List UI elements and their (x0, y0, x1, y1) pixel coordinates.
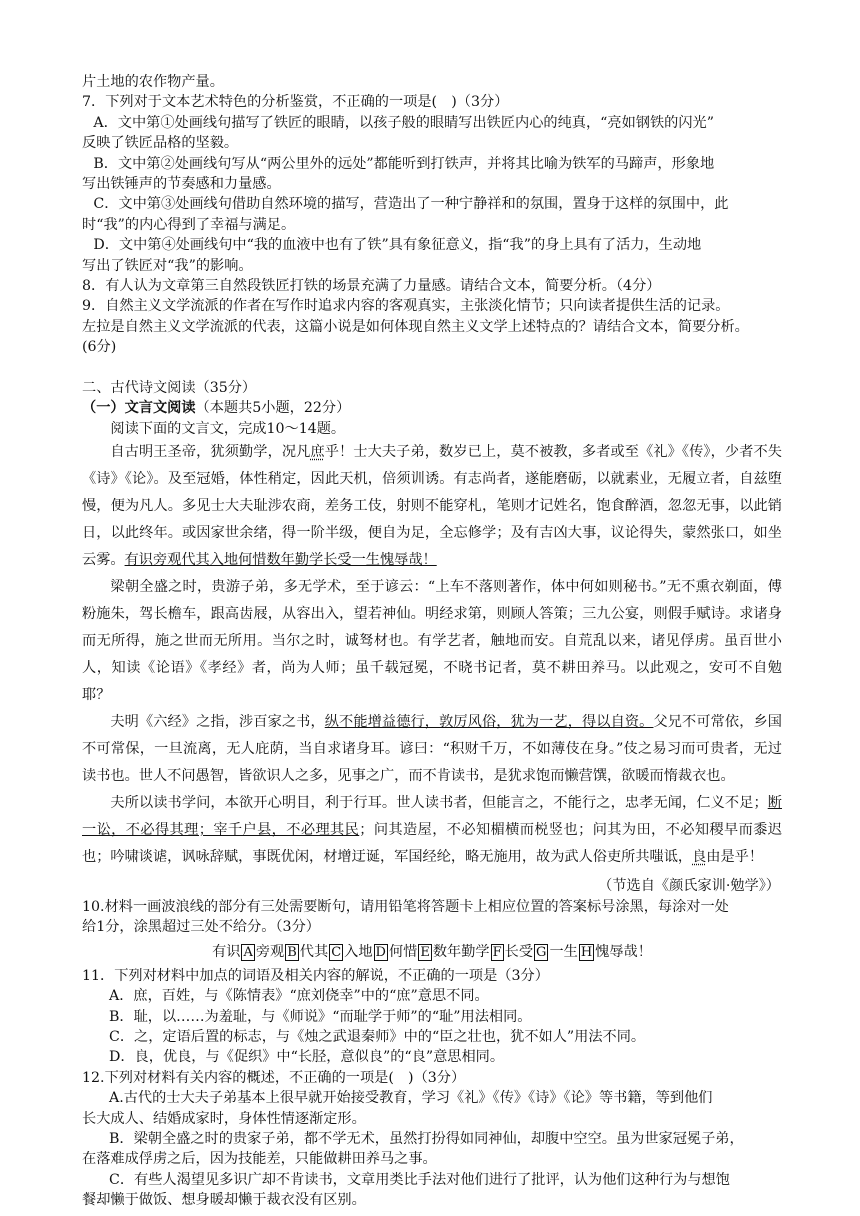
section-heading: 二、古代诗文阅读（35分） (82, 379, 257, 396)
text-run: 父兄不可常依，乡国不可常保，一旦流离，无人庇荫，当自求诸身耳。谚曰：“积财千万，不如薄伎在身。”伎之易习而可贵者，无过读书也。世人不问愚智，皆欲识人之多，见事之广，而不肯读书，是犹求饱而懒营馔，欲暖而惰裁衣也。 (82, 713, 782, 784)
text-run: 夫明《六经》之指，涉百家之书， (110, 713, 325, 730)
question-7 (82, 92, 782, 276)
underlined-text: 纵不能增益德行，敦厉风俗，犹为一艺，得以自资。 (324, 713, 654, 730)
question-stem: 11．下列对材料中加点的词语及相关内容的解说，不正确的一项是（3分） (82, 967, 549, 984)
answer-mark-c: C (331, 944, 342, 960)
wavy-underlined-text: 有识旁观代其入地何惜数年勤学长受一生愧辱哉！ (124, 551, 437, 568)
option-b: B．耻，以……为羞耻，与《师说》“而耻学于师”的“耻”用法相同。 (108, 1008, 532, 1025)
answer-mark-h: H (580, 944, 593, 960)
text-run: 自古明王圣帝，犹须勤学，况凡 (110, 443, 311, 460)
option-a-cont: 长大成人、结婚成家时，身体性情逐渐定形。 (82, 1110, 366, 1127)
dotted-word: 良 (692, 848, 707, 865)
spacer (82, 358, 782, 378)
text-run: 由是乎！ (706, 848, 764, 865)
question-8: 8．有人认为文章第三自然段铁匠打铁的场景充满了力量感。请结合文本，简要分析。（4分） (82, 278, 661, 295)
question-stem-cont: 左拉是自然主义文学流派的代表，这篇小说是如何体现自然主义文学上述特点的？请结合文本，简要分析。 (82, 318, 749, 335)
question-stem: 10.材料一画波浪线的部分有三处需要断句，请用铅笔将答题卡上相应位置的答案标号涂黑，每涂对一处 (82, 898, 729, 915)
option-c: C．文中第③处画线句借助自然环境的描写，营造出了一种宁静祥和的氛围，置身于这样的氛围中，此 (93, 196, 729, 213)
reading-instruction: 阅读下面的文言文，完成10～14题。 (110, 420, 346, 437)
dotted-word: 庶 (310, 443, 325, 460)
option-c-cont: 时“我”的内心得到了幸福与满足。 (82, 216, 296, 233)
question-stem: 9．自然主义文学流派的作者在写作时追求内容的客观真实，主张淡化情节；只向读者提供生活的记录。 (82, 298, 730, 315)
passage-paragraph-4 (82, 790, 782, 871)
option-c: C．有些人渴望见多识广却不肯读书，文章用类比手法对他们进行了批评，认为他们这种行为与想饱 (108, 1171, 730, 1188)
subsection-heading (82, 398, 782, 418)
segment: 入地 (344, 943, 373, 960)
option-b-cont: 写出铁锤声的节奏感和力量感。 (82, 176, 281, 193)
passage-paragraph-3 (82, 709, 782, 790)
segment: 有识 (212, 943, 241, 960)
option-d: D．文中第④处画线句中“我的血液中也有了铁”具有象征意义，指“我”的身上具有了活力，生动地 (93, 237, 702, 254)
segment: 一生 (549, 943, 578, 960)
option-c-cont: 餐却懒于做饭、想身暖却懒于裁衣没有区别。 (82, 1192, 366, 1209)
question-12 (82, 1068, 782, 1211)
subsection-title: （一）文言文阅读 (82, 400, 196, 417)
answer-mark-e: E (420, 944, 430, 960)
option-a: A.古代的士大夫子弟基本上很早就开始接受教育，学习《礼》《传》《诗》《论》等书籍，等到他们 (108, 1090, 713, 1107)
passage-paragraph-2: 梁朝全盛之时，贵游子弟，多无学术，至于谚云：“上车不落则著作，体中何如则秘书。”无不熏衣剃面，傅粉施朱，驾长檐车，跟高齿屐，从容出入，望若神仙。明经求第，则顾人答策；三九公宴，则假手赋诗。求诸身而无所得，施之世而无所用。当尔之时，诚驽材也。有学艺者，触地而安。自荒乱以来，诸见俘虏。虽百世小人，知读《论语》《孝经》者，尚为人师；虽千载冠冕，不晓书记者，莫不耕田养马。以此观之，安可不自勉耶？ (82, 578, 782, 703)
option-a: A．庶，百姓，与《陈情表》“庶刘侥幸”中的“庶”意思不同。 (108, 988, 489, 1005)
option-d-cont: 写出了铁匠对“我”的影响。 (82, 257, 253, 274)
question-stem: 7．下列对于文本艺术特色的分析鉴赏，不正确的一项是( )（3分） (82, 94, 509, 111)
question-10 (82, 897, 782, 964)
question-9 (82, 296, 782, 357)
exam-page (82, 72, 782, 1211)
answer-mark-a: A (243, 944, 253, 960)
text-run: 夫所以读书学问，本欲开心明目，利于行耳。世人读书者，但能言之，不能行之，忠孝无闻，仁义不足； (110, 794, 768, 811)
question-stem: 12.下列对材料有关内容的概述，不正确的一项是( )（3分） (82, 1069, 466, 1086)
option-a: A．文中第①处画线句描写了铁匠的眼睛，以孩子般的眼睛写出铁匠内心的纯真，“亮如钢铁的闪光” (93, 114, 714, 131)
passage-paragraph-1 (82, 439, 782, 574)
segment: 旁观 (255, 943, 285, 960)
answer-mark-d: D (375, 944, 386, 960)
answer-mark-b: B (287, 944, 297, 960)
question-score: (6分) (82, 339, 117, 356)
segment: 代其 (299, 943, 329, 960)
segment: 愧辱哉！ (595, 943, 652, 960)
option-b: B．文中第②处画线句写从“两公里外的远处”都能听到打铁声，并将其比喻为铁军的马蹄声，形象地 (93, 155, 715, 172)
passage-source: （节选自《颜氏家训·勉学》） (598, 877, 780, 894)
subsection-note: （本题共5小题，22分） (195, 400, 351, 417)
text-line: 片土地的农作物产量。 (82, 74, 224, 90)
underlined-text: 断一讼，不必得其理；宰千户县，不必理其民 (82, 794, 782, 838)
question-11 (82, 966, 782, 1068)
classical-passage (82, 439, 782, 897)
option-d: D．良，优良，与《促织》中“长胫，意似良”的“良”意思相同。 (108, 1049, 505, 1066)
sentence-break-options (82, 940, 782, 964)
answer-mark-g: G (536, 944, 547, 960)
answer-mark-f: F (492, 944, 502, 960)
text-run: 乎！士大夫子弟，数岁已上，莫不被教，多者或至《礼》《传》，少者不失《诗》《论》。及至冠婚，体性稍定，因此天机，倍须训诱。有志尚者，遂能磨砺，以就素业，无履立者，自兹堕慢，便为凡人。多见士大夫耻涉农商，差务工伎，射则不能穿札，笔则才记姓名，饱食醉酒，忽忽无事，以此销日，以此终年。或因家世余绪，得一阶半级，便自为足，全忘修学；及有吉凶大事，议论得失，蒙然张口，如坐云雾。 (82, 443, 782, 568)
option-b-cont: 在落难成俘虏之后，因为技能差，只能做耕田养马之事。 (82, 1151, 437, 1168)
question-stem-cont: 给1分，涂黑超过三处不给分。（3分） (82, 919, 320, 936)
segment: 长受 (504, 943, 534, 960)
option-c: C．之，定语后置的标志，与《烛之武退秦师》中的“臣之壮也，犹不如人”用法不同。 (108, 1028, 646, 1045)
text-run: ；问其造屋，不必知楣横而棁竖也；问其为田，不必知稷早而黍迟也；吟啸谈谑，讽咏辞赋，事既优闲，材增迂诞，军国经纶，略无施用，故为武人俗吏所共嗤诋， (82, 821, 782, 865)
option-a-cont: 反映了铁匠品格的坚毅。 (82, 135, 239, 152)
segment: 数年勤学 (432, 943, 490, 960)
segment: 何惜 (388, 943, 418, 960)
option-b: B．梁朝全盛之时的贵家子弟，都不学无术，虽然打扮得如同神仙，却腹中空空。虽为世家冠冕子弟， (108, 1130, 744, 1147)
